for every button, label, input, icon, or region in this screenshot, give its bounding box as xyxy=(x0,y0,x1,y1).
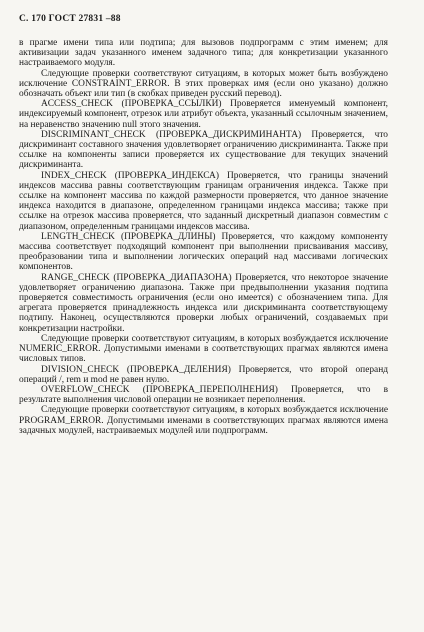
paragraph: Следующие проверки соответствуют ситуациям, в которых возбуждается исключение PROGRAM_ERROR. Допустимыми именами в соответствующих прагмах являются имена задачных модулей, настраиваемых модулей или подпрограмм. xyxy=(19,405,388,436)
paragraph: DISCRIMINANT_CHECK (ПРОВЕРКА_ДИСКРИМИНАНТА) Проверяется, что дискриминант составного значения удовлетворяет ограничению дискриминанта. Также при ссылке на компоненты записи проверяется их существование для текущих значений дискриминанта. xyxy=(19,129,388,171)
paragraph: DIVISION_CHECK (ПРОВЕРКА_ДЕЛЕНИЯ) Проверяется, что второй операнд операций /, rem и mod не равен нулю. xyxy=(19,364,388,385)
paragraph: INDEX_CHECK (ПРОВЕРКА_ИНДЕКСА) Проверяется, что границы значений индексов массива равны соответствующим границам ограничения индекса. Также при ссылке на компонент массива по каждой размерности проверяется, что данное значение индекса находится в диапазоне, определенном границами индекса массива; также при ссылке на отрезок массива проверяется, что заданный дискретный диапазон совместим с диапазоном, определенным границами индексов массива. xyxy=(19,170,388,232)
running-header: С. 170 ГОСТ 27831 –88 xyxy=(19,14,121,24)
paragraph: Следующие проверки соответствуют ситуациям, в которых может быть возбуждено исключение CONSTRAINT_ERROR. В этих проверках имя (если оно указано) должно обозначать объект или тип (в скобках приведен русский перевод). xyxy=(19,68,388,100)
paragraph: ACCESS_CHECK (ПРОВЕРКА_ССЫЛКИ) Проверяется именуемый компонент, индексируемый компонент, отрезок или атрибут объекта, указанный ссылочным значением, на неравенство значению null этого значения. xyxy=(19,99,388,130)
body-text xyxy=(19,38,388,436)
paragraph: Следующие проверки соответствуют ситуациям, в которых возбуждается исключение NUMERIC_ERROR. Допустимыми именами в соответствующих прагмах являются имена числовых типов. xyxy=(19,333,388,365)
paragraph: LENGTH_CHECK (ПРОВЕРКА_ДЛИНЫ) Проверяется, что каждому компоненту массива соответствует подходящий компонент при выполнении присваивания массиву, преобразовании типа и выполнении логических операций над массивами логических компонентов. xyxy=(19,231,388,273)
paragraph: OVERFLOW_CHECK (ПРОВЕРКА_ПЕРЕПОЛНЕНИЯ) Проверяется, что в результате выполнения числовой операции не возникает переполнения. xyxy=(19,384,388,406)
paragraph: в прагме имени типа или подтипа; для вызовов подпрограмм с этим именем; для активизации задач указанного именем задачного типа; для конкретизации указанного настраиваемого модуля. xyxy=(19,38,388,69)
paragraph: RANGE_CHECK (ПРОВЕРКА_ДИАПАЗОНА) Проверяется, что некоторое значение удовлетворяет ограничению диапазона. Также при предвыполнении указания подтипа проверяется совместимость ограничения (если оно имеется) с обозначением типа. Для агрегата проверяется принадлежность индекса или дискриминанта соответствующему подтипу. Наконец, осуществляются проверки любых ограничений, создаваемых при конкретизации настройки. xyxy=(19,272,388,334)
